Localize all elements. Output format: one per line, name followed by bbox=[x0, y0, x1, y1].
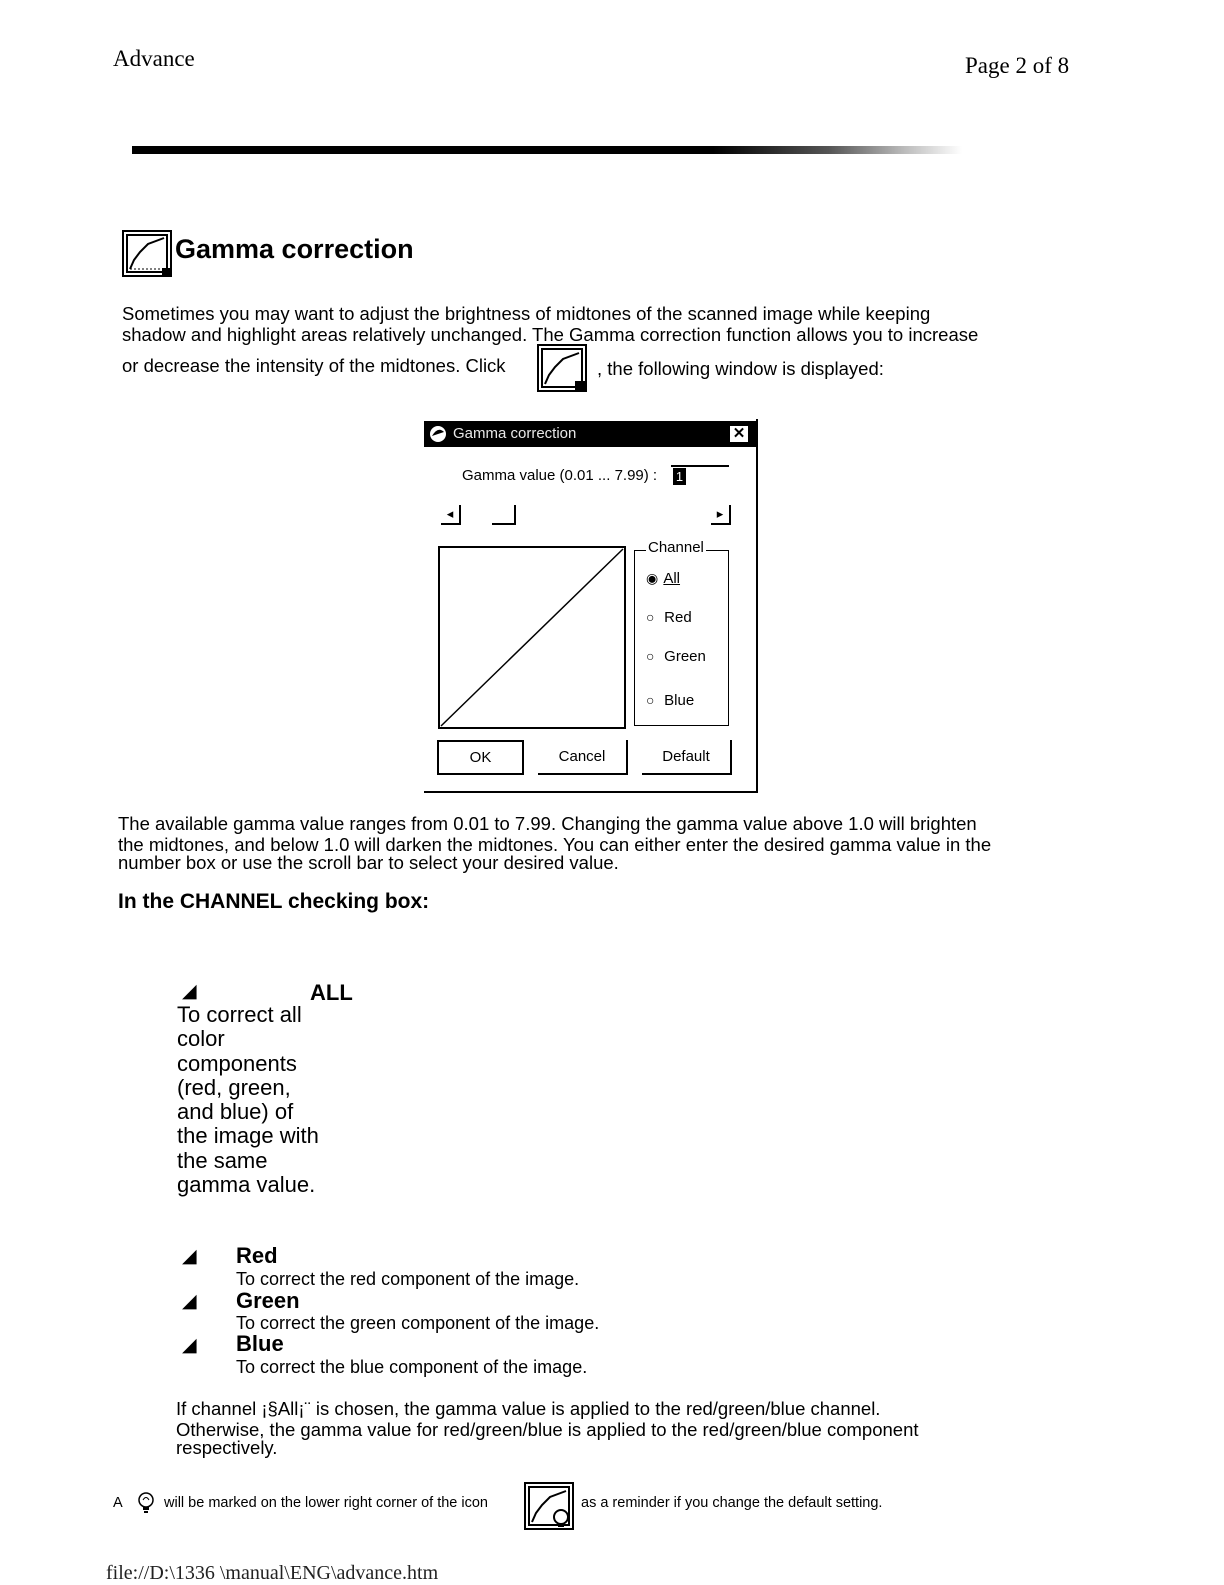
bullet-icon: ◢ bbox=[182, 1291, 197, 1312]
scroll-left-arrow-icon[interactable]: ◂ bbox=[441, 505, 461, 525]
ok-button[interactable]: OK bbox=[437, 740, 524, 775]
gamma-value-text[interactable]: 1 bbox=[673, 468, 686, 485]
radio-unselected-icon: ○ bbox=[646, 692, 655, 708]
gamma-dialog bbox=[424, 419, 758, 793]
bullet-all-title: ALL bbox=[310, 980, 353, 1005]
gamma-curve-icon bbox=[122, 230, 172, 277]
footer-file-path: file://D:\1336 \manual\ENG\advance.htm bbox=[106, 1562, 439, 1584]
radio-green[interactable] bbox=[646, 648, 706, 665]
gamma-modified-icon bbox=[524, 1482, 574, 1530]
bullet-green-title: Green bbox=[236, 1288, 300, 1313]
intro-line-3: or decrease the intensity of the midtones. Click bbox=[122, 355, 506, 376]
bullet-green-desc: To correct the green component of the image. bbox=[236, 1313, 600, 1333]
radio-unselected-icon: ○ bbox=[646, 648, 655, 664]
close-icon[interactable]: ✕ bbox=[729, 425, 749, 443]
lightbulb-icon bbox=[136, 1491, 156, 1517]
radio-selected-icon: ◉ bbox=[646, 570, 659, 586]
radio-unselected-icon: ○ bbox=[646, 609, 655, 625]
bullet-blue-title: Blue bbox=[236, 1331, 284, 1356]
gamma-button-icon bbox=[537, 344, 587, 392]
footer-end: as a reminder if you change the default setting. bbox=[581, 1495, 883, 1511]
explain-line-3: number box or use the scroll bar to select your desired value. bbox=[118, 852, 619, 873]
bullet-icon: ◢ bbox=[182, 981, 197, 1002]
intro-line-2: shadow and highlight areas relatively unchanged. The Gamma correction function allows you to increase bbox=[122, 324, 979, 345]
note-line-1: If channel ¡§All¡¨ is chosen, the gamma value is applied to the red/green/blue channel. bbox=[176, 1398, 881, 1419]
bullet-blue-desc: To correct the blue component of the image. bbox=[236, 1357, 588, 1377]
radio-red[interactable] bbox=[646, 609, 692, 626]
radio-green-label: Green bbox=[664, 648, 706, 665]
radio-blue[interactable] bbox=[646, 692, 694, 709]
gamma-value-label: Gamma value (0.01 ... 7.99) : bbox=[462, 467, 658, 484]
header-left-title: Advance bbox=[113, 46, 195, 71]
footer-a: A bbox=[113, 1495, 123, 1511]
bullet-all-desc: To correct all color components (red, green, and blue) of the image with the same gamma value. bbox=[177, 1002, 319, 1198]
radio-all[interactable] bbox=[646, 570, 680, 587]
intro-line-1: Sometimes you may want to adjust the brightness of midtones of the scanned image while keeping bbox=[122, 303, 931, 324]
default-button[interactable]: Default bbox=[642, 740, 732, 775]
cancel-button[interactable]: Cancel bbox=[538, 740, 628, 775]
intro-line-3-end: , the following window is displayed: bbox=[597, 358, 884, 379]
explain-line-1: The available gamma value ranges from 0.01 to 7.99. Changing the gamma value above 1.0 will brighten bbox=[118, 813, 977, 834]
app-icon bbox=[428, 424, 448, 444]
note-line-2: Otherwise, the gamma value for red/green/blue is applied to the red/green/blue component bbox=[176, 1419, 919, 1440]
section-title: Gamma correction bbox=[175, 234, 414, 264]
horizontal-rule bbox=[132, 146, 962, 154]
gamma-curve-preview bbox=[438, 546, 626, 729]
dialog-title: Gamma correction bbox=[453, 425, 577, 442]
dialog-titlebar[interactable] bbox=[424, 421, 756, 447]
bullet-red-title: Red bbox=[236, 1243, 278, 1268]
bullet-red-desc: To correct the red component of the image. bbox=[236, 1269, 580, 1289]
scroll-thumb[interactable] bbox=[492, 505, 516, 525]
channel-subheading: In the CHANNEL checking box: bbox=[118, 890, 430, 913]
channel-legend: Channel bbox=[648, 539, 704, 556]
radio-red-label: Red bbox=[664, 609, 692, 626]
radio-all-label: All bbox=[663, 570, 681, 587]
scroll-right-arrow-icon[interactable]: ▸ bbox=[711, 505, 731, 525]
footer-middle: will be marked on the lower right corner of the icon bbox=[164, 1495, 488, 1511]
note-line-3: respectively. bbox=[176, 1437, 278, 1458]
explain-line-2: the midtones, and below 1.0 will darken the midtones. You can either enter the desired gamma value in the bbox=[118, 834, 992, 855]
radio-blue-label: Blue bbox=[664, 692, 695, 709]
bullet-icon: ◢ bbox=[182, 1335, 197, 1356]
bullet-icon: ◢ bbox=[182, 1246, 197, 1267]
page-number: Page 2 of 8 bbox=[965, 53, 1070, 78]
